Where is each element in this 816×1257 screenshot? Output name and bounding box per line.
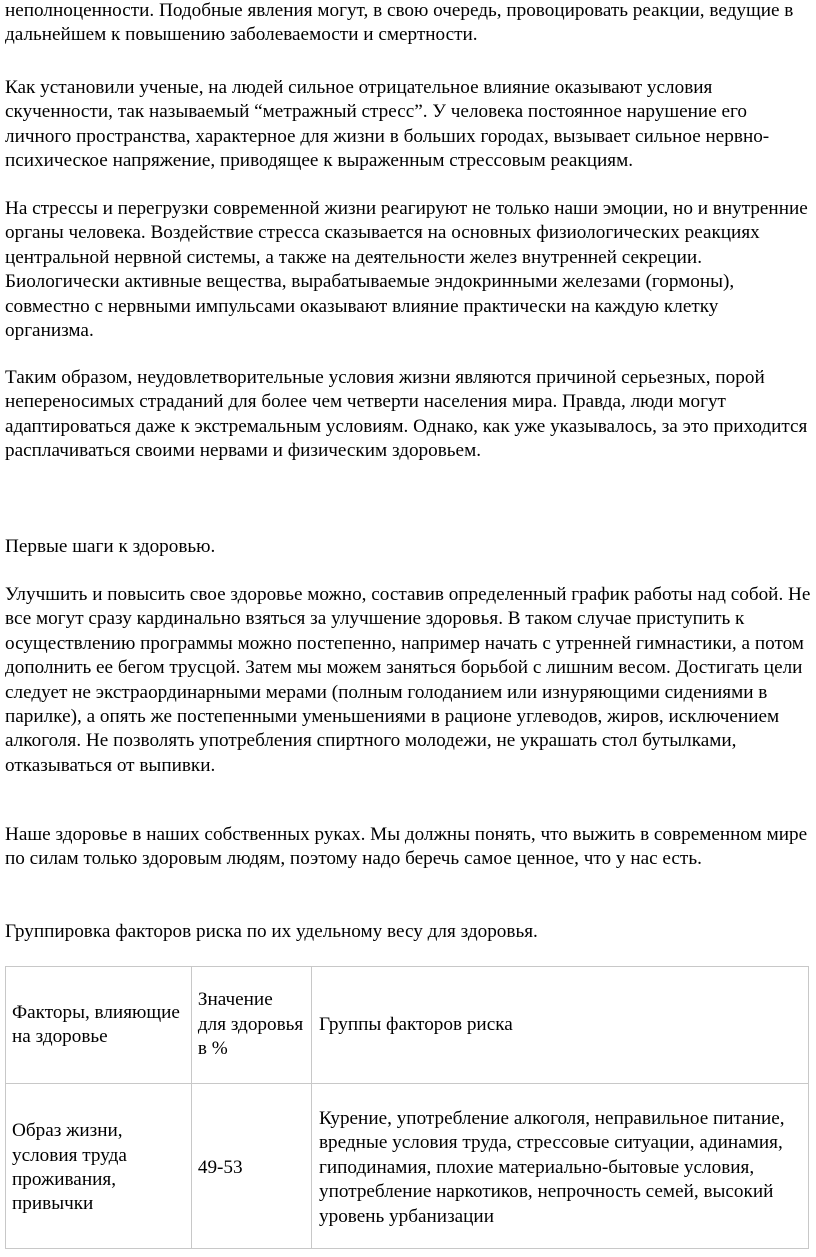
paragraph-conclusion: Таким образом, неудовлетворительные условия жизни являются причиной серьезных, порой непереносимых страданий для более чем четверти населения мира. Правда, люди могут адаптироваться даже к экстремальным условиям. Однако, как уже указывалось, за это приходится расплачиваться своими нервами и физическим здоровьем.: [5, 367, 808, 462]
cell-factor: Образ жизни, условия труда проживания, привычки: [6, 1084, 192, 1249]
table-header-row: [6, 967, 809, 1084]
cell-risks: Курение, употребление алкоголя, неправильное питание, вредные условия труда, стрессовые ситуации, адинамия, гиподинамия, плохие материально-бытовые условия, употребление наркотиков, непрочность семей, высокий уровень урбанизации: [312, 1084, 809, 1249]
paragraph-crowding-stress: Как установили ученые, на людей сильное отрицательное влияние оказывают условия скученности, так называемый “метражный стресс”. У человека постоянное нарушение его личного пространства, характерное для жизни в больших городах, вызывает сильное нервно-психическое напряжение, приводящее к выраженным стрессовым реакциям.: [5, 77, 770, 172]
header-value: Значение для здоровья в %: [191, 967, 311, 1084]
table-caption: Группировка факторов риска по их удельному весу для здоровья.: [5, 921, 538, 942]
paragraph-consequences: неполноценности. Подобные явления могут, в свою очередь, провоцировать реакции, ведущие в дальнейшем к повышению заболеваемости и смертности.: [5, 0, 794, 46]
header-risk-groups: Группы факторов риска: [312, 967, 809, 1084]
section-heading-first-steps: Первые шаги к здоровью.: [5, 536, 216, 557]
paragraph-health-program: Улучшить и повысить свое здоровье можно, составив определенный график работы над собой. Не все могут сразу кардинально взяться за улучшение здоровья. В таком случае приступить к осуществлению программы можно постепенно, например начать с утренней гимнастики, а потом дополнить ее бегом трусцой. Затем мы можем заняться борьбой с лишним весом. Достигать цели следует не экстраординарными мерами (полным голоданием или изнуряющими сидениями в парилке), а опять же постепенными уменьшениями в рационе углеводов, жиров, исключением алкоголя. Не позволять употребления спиртного молодежи, не украшать стол бутылками, отказываться от выпивки.: [5, 584, 811, 776]
table-row: [6, 1084, 809, 1249]
paragraph-stress-organs: На стрессы и перегрузки современной жизни реагируют не только наши эмоции, но и внутренние органы человека. Воздействие стресса сказывается на основных физиологических реакциях центральной нервной системы, а также на деятельности желез внутренней секреции. Биологически активные вещества, вырабатываемые эндокринными железами (гормоны), совместно с нервными импульсами оказывают влияние практически на каждую клетку организма.: [5, 198, 808, 342]
cell-value: 49-53: [191, 1084, 311, 1249]
paragraph-health-in-hands: Наше здоровье в наших собственных руках. Мы должны понять, что выжить в современном мире по силам только здоровым людям, поэтому надо беречь самое ценное, что у нас есть.: [5, 824, 808, 870]
header-factors: Факторы, влияющие на здоровье: [6, 967, 192, 1084]
risk-factors-table: [5, 966, 809, 1249]
